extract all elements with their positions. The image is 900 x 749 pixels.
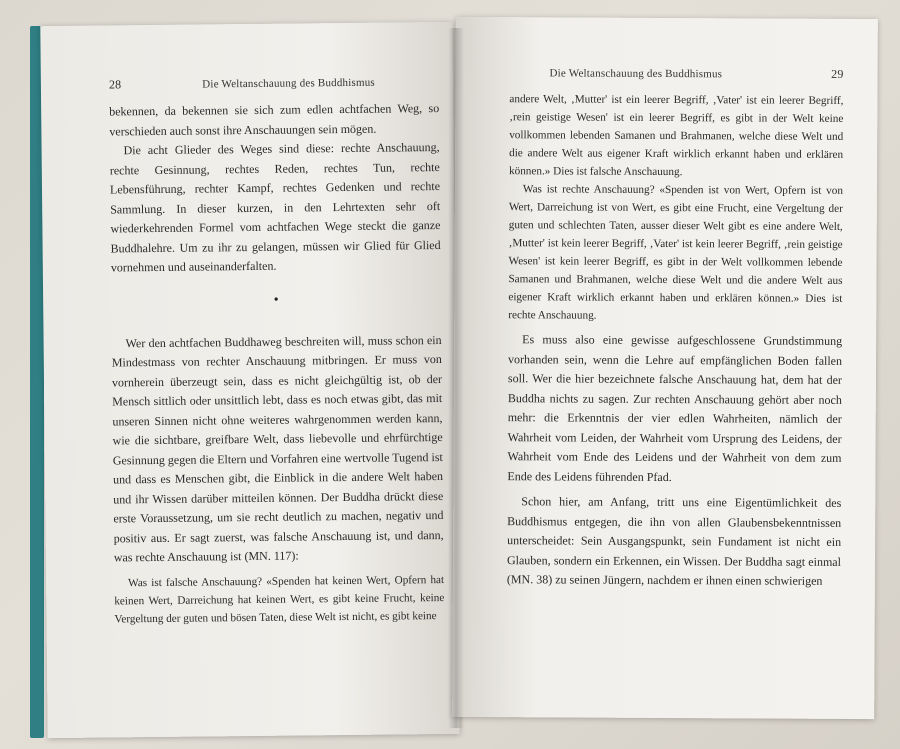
right-page-text xyxy=(507,90,844,591)
book-gutter xyxy=(448,28,464,728)
quote-paragraph: andere Welt, ‚Mutter' ist ein leerer Begriff, ‚Vater' ist ein leerer Begriff, ‚rein geistige Wesen' ist ein leerer Begriff, es gibt in der Welt keine vollkommen lebenden Samanen und Brahmanen, welche diese Welt und die andere Welt aus eigener Kraft wirklich erkannt haben und erklären können.» Dies ist falsche Anschauung. xyxy=(508,93,844,179)
paragraph: Es muss also eine gewisse aufgeschlossene Grundstimmung vorhanden sein, wenn die Lehre auf empfänglichen Boden fallen soll. Wer die hier bezeichnete falsche Anschauung hat, dem hat der Buddha nichts zu sagen. Zur rechten Anschauung gehört aber noch mehr: die Erkenntnis der vier edlen Wahrheiten, nämlich der Wahrheit vom Leiden, der Wahrheit vom Ursprung des Leidens, der Wahrheit vom Ende des Leidens und der Wahrheit von dem zum Ende des Leidens führenden Pfad. xyxy=(507,332,843,484)
left-page-number: 28 xyxy=(108,77,122,92)
right-page xyxy=(452,17,878,719)
right-page-header xyxy=(510,65,844,82)
left-page xyxy=(40,22,459,738)
paragraph: Wer den achtfachen Buddhaweg beschreiten will, muss schon ein Mindestmass von rechter Anschauung mitbringen. Er muss von vornherein überzeugt sein, dass es nicht gleichgültig ist, ob der Mensch sittlich oder unsittlich lebt, dass es noch etwas gibt, das mit unseren Sinnen nicht ohne weiteres wahrgenommen werden kann, wie die sichtbare, greifbare Welt, dass liebevolle und ehrfürchtige Gesinnung gegen die Eltern und Vorfahren eine wertvolle Tugend ist und dass es Menschen gibt, die Einblick in die andere Welt haben und ihr Wissen darüber mitteilen können. Der Buddha drückt diese erste Voraussetzung, um sie recht deutlich zu machen, negativ und positiv aus. Er sagt zuerst, was falsche Anschauung ist, und dann, was rechte Anschauung ist (MN. 117): xyxy=(111,332,444,565)
left-page-text xyxy=(109,99,444,628)
paragraph: Die acht Glieder des Weges sind diese: rechte Anschauung, rechte Gesinnung, rechtes Reden, rechtes Tun, rechte Lebensführung, rechter Kampf, rechtes Gedenken und rechte Sammlung. In dieser kurzen, in den Lehrtexten sehr oft wiederkehrenden Formel vom achtfachen Wege steckt die ganze Buddhalehre. Um zu ihr zu gelangen, müssen wir Glied für Glied vornehmen und auseinanderfalten. xyxy=(109,140,441,275)
book-spread xyxy=(36,18,884,736)
quote-paragraph: Was ist falsche Anschauung? «Spenden hat keinen Wert, Opfern hat keinen Wert, Darreichung hat keinen Wert, es gibt keine Frucht, keine Vergeltung der guten und bösen Taten, diese Welt ist nicht, es gibt keine xyxy=(114,573,445,625)
quote-paragraph: Was ist rechte Anschauung? «Spenden ist von Wert, Opfern ist von Wert, Darreichung ist von Wert, es gibt eine Frucht, eine Vergeltung der guten und schlechten Taten, ausser dieser Welt gibt es eine andere Welt, ‚Mutter' ist kein leerer Begriff, ‚Vater' ist kein leerer Begriff, ‚rein geistige Wesen' ist kein leerer Begriff, es gibt in der Welt vollkommen lebende Samanen und Brahmanen, welche diese Welt und die andere Welt aus eigener Kraft wirklich erkannt haben und erklären können.» Dies ist rechte Anschauung. xyxy=(508,183,843,322)
section-divider: • xyxy=(273,292,279,308)
right-running-head: Die Weltanschauung des Buddhismus xyxy=(549,67,723,81)
paragraph: bekennen, da bekennen sie sich zum edlen achtfachen Weg, so verschieden auch sonst ihre Anschauungen sein mögen. xyxy=(109,101,440,138)
left-running-head: Die Weltanschauung des Buddhismus xyxy=(202,76,375,91)
paragraph: Schon hier, am Anfang, tritt uns eine Eigentümlichkeit des Buddhismus entgegen, die ihn von allen Glaubensbekenntnissen unterscheidet: Sein Ausgangspunkt, sein Fundament ist nicht ein Glauben, sondern ein Erkennen, ein Wissen. Der Buddha sagt einmal (MN. 38) zu seinen Jüngern, nachdem er ihnen einen schwierigen xyxy=(506,494,842,588)
right-page-number: 29 xyxy=(831,66,844,81)
left-page-header xyxy=(109,74,439,92)
